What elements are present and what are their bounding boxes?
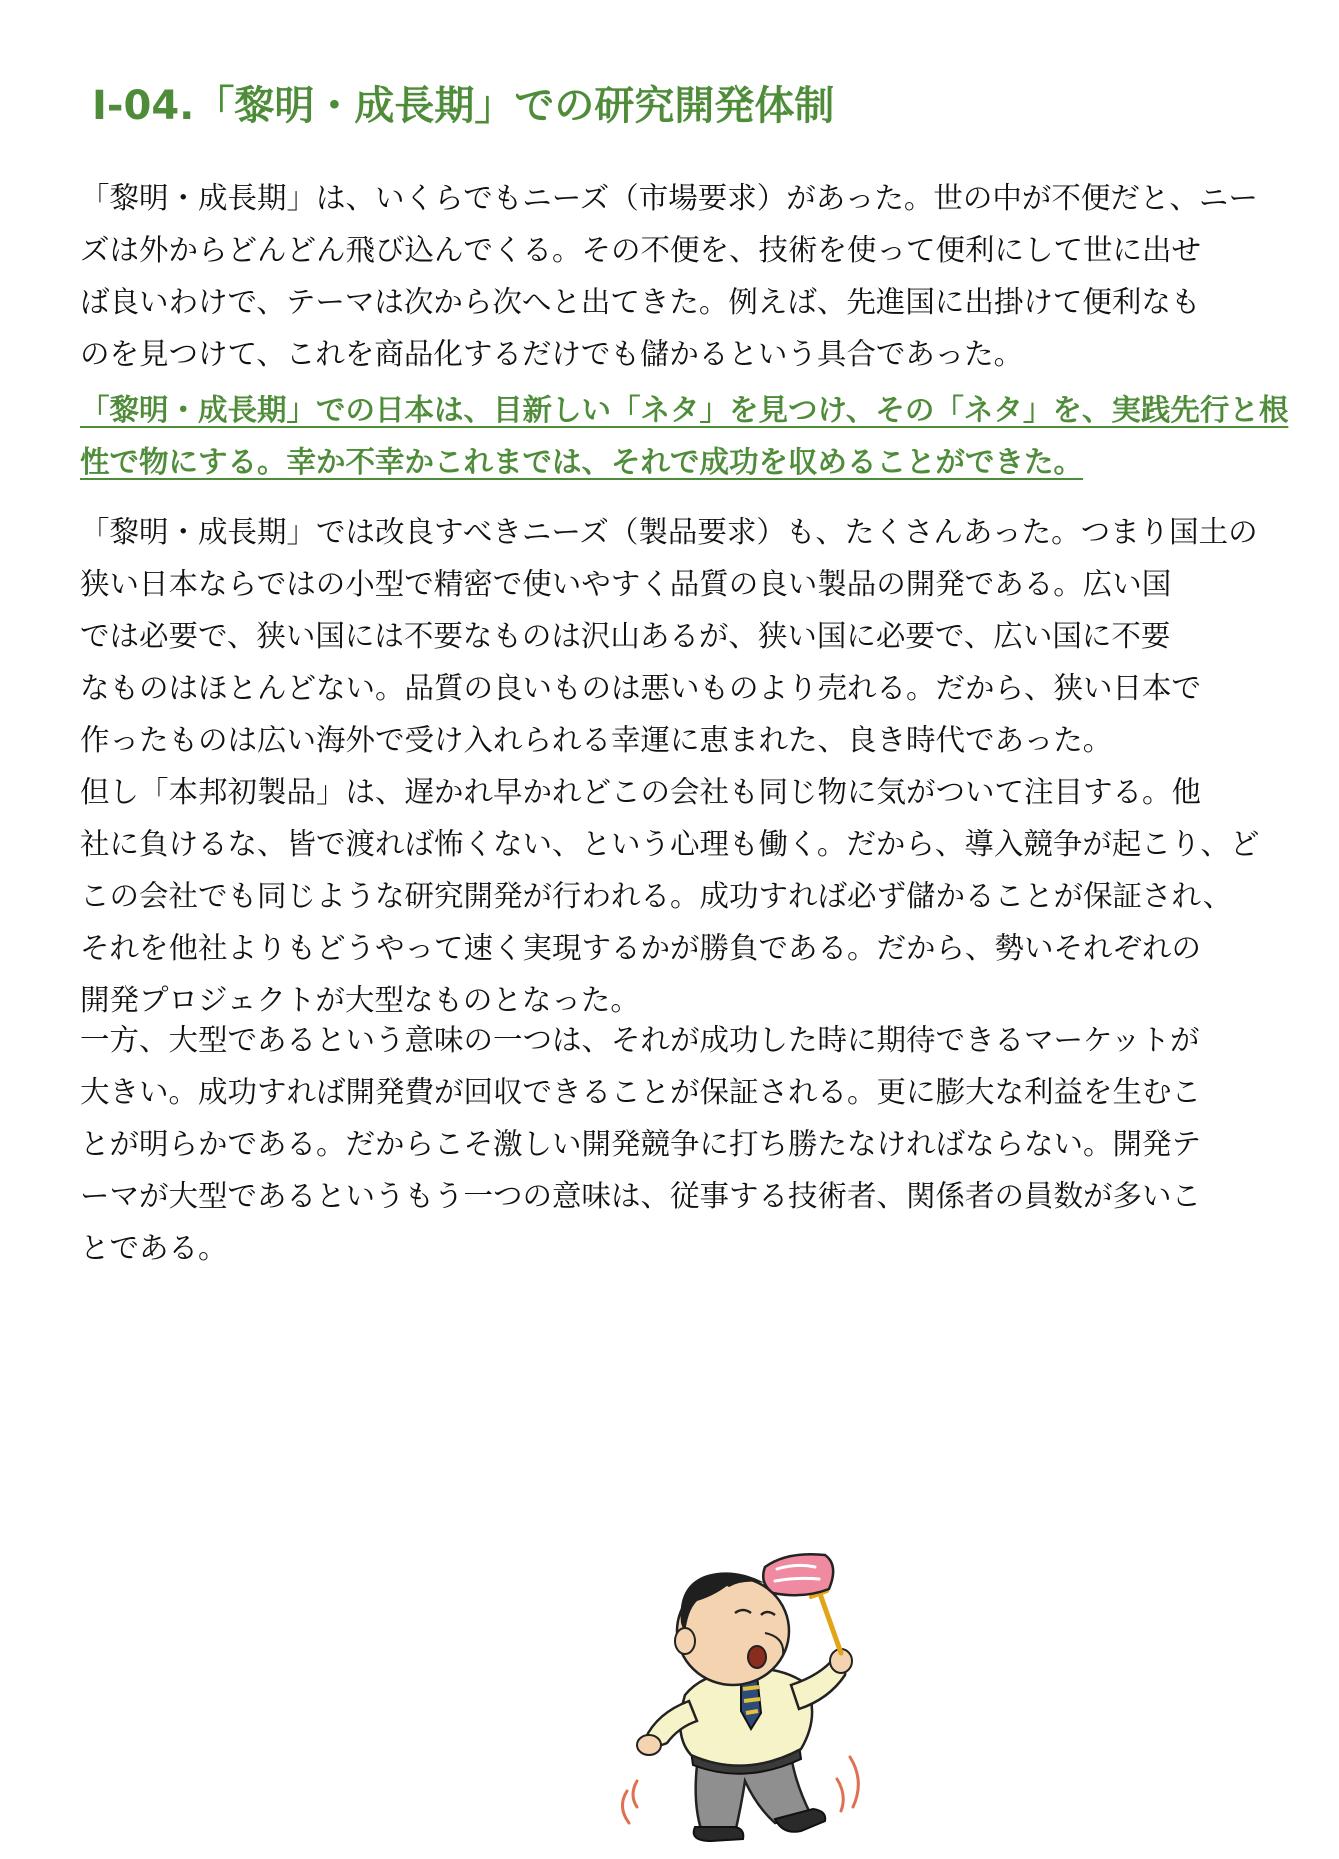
paragraph-line: では必要で、狭い国には不要なものは沢山あるが、狭い国に必要で、広い国に不要 <box>80 619 1171 653</box>
paragraph-line: 「黎明・成長期」は、いくらでもニーズ（市場要求）があった。世の中が不便だと、ニー <box>80 181 1258 215</box>
highlighted-line-text: 性で物にする。幸か不幸かこれまでは、それで成功を収めることができた。 <box>80 445 1084 479</box>
paragraph-line: とが明らかである。だからこそ激しい開発競争に打ち勝たなければならない。開発テ <box>80 1127 1202 1161</box>
paragraph-line: それを他社よりもどうやって速く実現するかが勝負である。だから、勢いそれぞれの <box>80 931 1202 965</box>
paragraph-line: この会社でも同じような研究開発が行われる。成功すれば必ず儲かることが保証され、 <box>80 879 1233 913</box>
paragraph-line: 狭い日本ならではの小型で精密で使いやすく品質の良い製品の開発である。広い国 <box>80 567 1172 601</box>
paragraph-line: のを見つけて、これを商品化するだけでも儲かるという具合であった。 <box>80 337 1024 371</box>
paragraph-line: 一方、大型であるという意味の一つは、それが成功した時に期待できるマーケットが <box>80 1023 1200 1057</box>
paragraph-line: なものはほとんどない。品質の良いものは悪いものより売れる。だから、狭い日本で <box>80 671 1202 705</box>
paragraph-1 <box>80 172 1280 380</box>
paragraph-line: ば良いわけで、テーマは次から次へと出てきた。例えば、先進国に出掛けて便利なも <box>80 285 1201 319</box>
paragraph-line: 但し「本邦初製品」は、遅かれ早かれどこの会社も同じ物に気がついて注目する。他 <box>80 775 1202 809</box>
highlighted-line <box>80 436 1280 488</box>
paragraph-line: 社に負けるな、皆で渡れば怖くない、という心理も働く。だから、導入競争が起こり、ど <box>80 827 1260 861</box>
paragraph-4 <box>80 766 1280 1026</box>
paragraph-line: とである。 <box>80 1231 228 1265</box>
paragraph-5 <box>80 1014 1280 1274</box>
paragraph-line: 大きい。成功すれば開発費が回収できることが保証される。更に膨大な利益を生むこ <box>80 1075 1202 1109</box>
paragraph-line: 作ったものは広い海外で受け入れられる幸運に恵まれた、良き時代であった。 <box>80 723 1113 757</box>
highlighted-line-text: 「黎明・成長期」での日本は、目新しい「ネタ」を見つけ、その「ネタ」を、実践先行と根 <box>80 393 1289 427</box>
highlighted-paragraph <box>80 384 1289 488</box>
cartoon-man-with-meat-illustration <box>615 1545 885 1845</box>
page-title: Ⅰ-04.「黎明・成長期」での研究開発体制 <box>92 83 835 129</box>
paragraph-line: 開発プロジェクトが大型なものとなった。 <box>80 983 640 1017</box>
paragraph-line: 「黎明・成長期」では改良すべきニーズ（製品要求）も、たくさんあった。つまり国土の <box>80 515 1258 549</box>
highlighted-line <box>80 384 1289 436</box>
paragraph-line: ーマが大型であるというもう一つの意味は、従事する技術者、関係者の員数が多いこ <box>80 1179 1202 1213</box>
paragraph-line: ズは外からどんどん飛び込んでくる。その不便を、技術を使って便利にして世に出せ <box>80 233 1202 267</box>
paragraph-3 <box>80 506 1280 766</box>
